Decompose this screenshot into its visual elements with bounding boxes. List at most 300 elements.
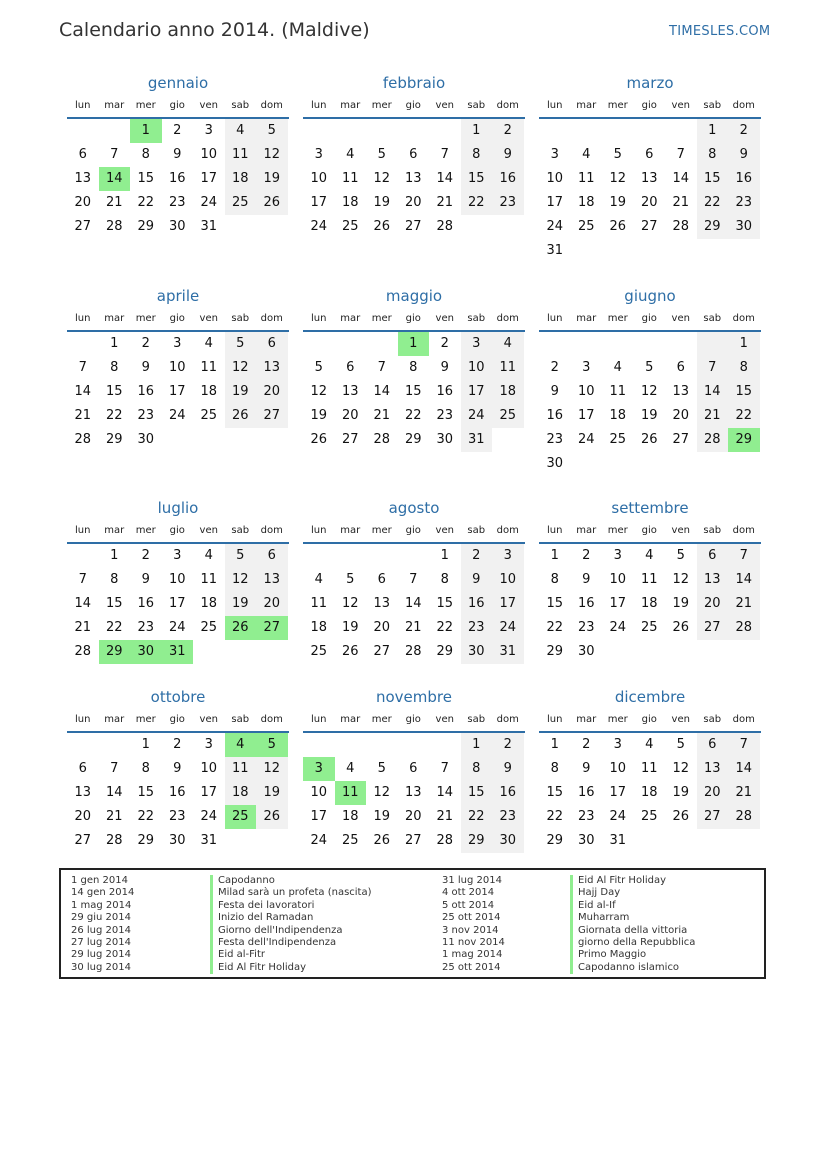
day-cell: 11 xyxy=(609,384,627,399)
weekday-label: sab xyxy=(231,714,250,725)
weekday-header xyxy=(303,97,525,115)
day-cell: 1 xyxy=(550,737,559,752)
day-cell: 2 xyxy=(582,548,591,563)
day-cell: 23 xyxy=(137,620,155,635)
day-cell: 8 xyxy=(440,572,449,587)
day-cell: 1 xyxy=(440,548,449,563)
day-cell: 16 xyxy=(577,785,595,800)
legend-holiday-name: Primo Maggio xyxy=(570,949,695,961)
day-cell: 12 xyxy=(225,356,257,380)
month-name: maggio xyxy=(385,287,443,305)
day-cell: 5 xyxy=(676,548,685,563)
day-cell: 23 xyxy=(168,195,186,210)
day-cell: 17 xyxy=(168,596,186,611)
legend-holiday-date: 3 nov 2014 xyxy=(442,924,499,936)
day-cell: 24 xyxy=(546,219,564,234)
day-cell: 4 xyxy=(645,737,654,752)
weekday-label: sab xyxy=(703,313,722,324)
weekday-label: mar xyxy=(576,313,597,324)
weekday-label: dom xyxy=(260,313,283,324)
day-cell: 7 xyxy=(440,147,449,162)
day-cell: 29 xyxy=(404,432,422,447)
day-cell: 28 xyxy=(105,219,123,234)
weekday-label: ven xyxy=(199,100,218,111)
day-cell: 14 xyxy=(74,384,92,399)
day-empty xyxy=(366,544,398,568)
day-cell: 21 xyxy=(728,781,760,805)
holiday-day-cell: 4 xyxy=(225,733,257,757)
day-cell: 14 xyxy=(436,785,454,800)
day-cell: 1 xyxy=(728,332,760,356)
day-cell: 19 xyxy=(225,380,257,404)
day-cell: 3 xyxy=(461,332,493,356)
day-cell: 21 xyxy=(74,620,92,635)
day-cell: 19 xyxy=(225,592,257,616)
day-cell: 7 xyxy=(409,572,418,587)
day-cell: 14 xyxy=(436,171,454,186)
weekday-label: gio xyxy=(641,714,657,725)
day-cell: 18 xyxy=(341,195,359,210)
day-cell: 3 xyxy=(550,147,559,162)
day-cell: 23 xyxy=(546,432,564,447)
weekday-label: ven xyxy=(199,714,218,725)
day-cell: 6 xyxy=(645,147,654,162)
holiday-day-cell: 26 xyxy=(225,616,257,640)
day-cell: 28 xyxy=(105,833,123,848)
day-empty xyxy=(665,119,697,143)
day-cell: 26 xyxy=(373,219,391,234)
day-cell: 11 xyxy=(225,757,257,781)
day-cell: 10 xyxy=(200,761,218,776)
day-cell: 20 xyxy=(404,809,422,824)
page-title: Calendario anno 2014. (Maldive) xyxy=(59,19,370,41)
day-empty xyxy=(602,332,634,356)
day-cell: 25 xyxy=(341,219,359,234)
day-cell: 18 xyxy=(492,380,524,404)
day-cell: 24 xyxy=(310,833,328,848)
day-cell: 24 xyxy=(492,616,524,640)
holiday-day-cell: 1 xyxy=(130,119,162,143)
day-cell: 4 xyxy=(346,147,355,162)
day-cell: 15 xyxy=(105,596,123,611)
day-cell: 17 xyxy=(168,384,186,399)
day-cell: 10 xyxy=(310,785,328,800)
day-cell: 22 xyxy=(105,620,123,635)
brand-link[interactable]: TIMESLES.COM xyxy=(669,24,771,39)
day-cell: 29 xyxy=(137,219,155,234)
day-cell: 9 xyxy=(582,761,591,776)
day-cell: 14 xyxy=(404,596,422,611)
day-cell: 27 xyxy=(74,219,92,234)
legend-holiday-name: Capodanno islamico xyxy=(570,962,695,974)
day-cell: 18 xyxy=(200,384,218,399)
weekday-label: mar xyxy=(104,313,125,324)
day-cell: 10 xyxy=(609,761,627,776)
day-cell: 13 xyxy=(341,384,359,399)
day-cell: 18 xyxy=(310,620,328,635)
weekday-label: ven xyxy=(435,313,454,324)
day-cell: 9 xyxy=(550,384,559,399)
day-cell: 14 xyxy=(74,596,92,611)
day-cell: 30 xyxy=(168,219,186,234)
day-cell: 5 xyxy=(225,332,257,356)
day-cell: 20 xyxy=(373,620,391,635)
day-cell: 4 xyxy=(225,119,257,143)
day-cell: 14 xyxy=(672,171,690,186)
day-cell: 17 xyxy=(546,195,564,210)
day-cell: 23 xyxy=(492,805,524,829)
day-cell: 7 xyxy=(728,733,760,757)
day-cell: 15 xyxy=(461,781,493,805)
day-cell: 16 xyxy=(461,592,493,616)
day-cell: 24 xyxy=(310,219,328,234)
day-cell: 30 xyxy=(436,432,454,447)
weekday-label: ven xyxy=(671,714,690,725)
day-empty xyxy=(99,119,131,143)
day-cell: 9 xyxy=(728,143,760,167)
day-cell: 27 xyxy=(373,644,391,659)
day-empty xyxy=(665,332,697,356)
weekday-label: gio xyxy=(169,100,185,111)
day-cell: 2 xyxy=(461,544,493,568)
weekday-label: dom xyxy=(496,714,519,725)
day-cell: 1 xyxy=(461,119,493,143)
day-cell: 8 xyxy=(697,143,729,167)
weekday-label: mer xyxy=(135,100,156,111)
legend-holiday-date: 1 gen 2014 xyxy=(71,875,129,886)
day-cell: 27 xyxy=(697,805,729,829)
day-cell: 8 xyxy=(550,761,559,776)
day-cell: 19 xyxy=(373,195,391,210)
day-cell: 26 xyxy=(373,833,391,848)
legend-holiday-name: Festa dell'Indipendenza xyxy=(210,937,372,949)
day-cell: 29 xyxy=(105,432,123,447)
day-cell: 12 xyxy=(341,596,359,611)
legend-holiday-name: giorno della Repubblica xyxy=(570,937,695,949)
day-cell: 24 xyxy=(609,809,627,824)
day-cell: 20 xyxy=(640,195,658,210)
legend-holiday-date: 25 ott 2014 xyxy=(442,961,501,973)
day-cell: 30 xyxy=(492,829,524,853)
day-cell: 27 xyxy=(672,432,690,447)
day-cell: 4 xyxy=(204,336,213,351)
day-cell: 16 xyxy=(728,167,760,191)
weekday-label: sab xyxy=(231,313,250,324)
day-cell: 29 xyxy=(137,833,155,848)
weekday-label: mar xyxy=(340,313,361,324)
day-cell: 27 xyxy=(341,432,359,447)
weekday-label: lun xyxy=(311,313,327,324)
day-cell: 23 xyxy=(168,809,186,824)
holiday-day-cell: 29 xyxy=(99,640,131,664)
weekday-label: sab xyxy=(703,100,722,111)
day-cell: 15 xyxy=(461,167,493,191)
day-cell: 31 xyxy=(492,640,524,664)
day-cell: 22 xyxy=(461,805,493,829)
day-cell: 16 xyxy=(137,384,155,399)
day-cell: 23 xyxy=(436,408,454,423)
legend-holiday-date: 26 lug 2014 xyxy=(71,924,131,936)
day-empty xyxy=(335,544,367,568)
day-cell: 23 xyxy=(137,408,155,423)
day-cell: 17 xyxy=(492,592,524,616)
day-cell: 8 xyxy=(728,356,760,380)
day-empty xyxy=(303,119,335,143)
day-cell: 21 xyxy=(74,408,92,423)
day-cell: 3 xyxy=(204,123,213,138)
legend-holiday-date: 4 ott 2014 xyxy=(442,887,495,899)
day-empty xyxy=(429,119,461,143)
holiday-day-cell: 27 xyxy=(256,616,288,640)
day-grid xyxy=(539,332,761,476)
weekday-label: sab xyxy=(231,100,250,111)
day-empty xyxy=(303,544,335,568)
weekday-header xyxy=(539,310,761,328)
day-cell: 21 xyxy=(373,408,391,423)
day-cell: 17 xyxy=(310,809,328,824)
day-grid xyxy=(67,733,289,853)
day-cell: 11 xyxy=(200,360,218,375)
day-empty xyxy=(429,733,461,757)
day-cell: 11 xyxy=(200,572,218,587)
day-empty xyxy=(539,332,571,356)
weekday-label: lun xyxy=(311,525,327,536)
weekday-label: sab xyxy=(703,714,722,725)
day-empty xyxy=(335,332,367,356)
day-cell: 7 xyxy=(697,356,729,380)
day-cell: 19 xyxy=(341,620,359,635)
day-cell: 26 xyxy=(609,219,627,234)
month-name: novembre xyxy=(376,688,452,706)
day-cell: 10 xyxy=(609,572,627,587)
legend-holiday-date: 29 lug 2014 xyxy=(71,949,131,961)
day-cell: 16 xyxy=(546,408,564,423)
day-cell: 15 xyxy=(546,785,564,800)
day-cell: 7 xyxy=(676,147,685,162)
day-cell: 24 xyxy=(461,404,493,428)
day-cell: 29 xyxy=(546,644,564,659)
day-cell: 18 xyxy=(577,195,595,210)
legend-holiday-date: 14 gen 2014 xyxy=(71,887,135,899)
legend-holiday-date: 31 lug 2014 xyxy=(442,875,502,886)
day-cell: 6 xyxy=(676,360,685,375)
day-cell: 2 xyxy=(582,737,591,752)
day-cell: 8 xyxy=(141,147,150,162)
weekday-label: sab xyxy=(467,714,486,725)
day-cell: 29 xyxy=(436,644,454,659)
weekday-header xyxy=(67,97,289,115)
day-cell: 15 xyxy=(137,171,155,186)
day-cell: 13 xyxy=(404,785,422,800)
day-cell: 23 xyxy=(728,191,760,215)
day-empty xyxy=(335,733,367,757)
day-cell: 28 xyxy=(728,805,760,829)
day-cell: 22 xyxy=(461,191,493,215)
day-cell: 9 xyxy=(440,360,449,375)
weekday-label: lun xyxy=(547,525,563,536)
day-cell: 28 xyxy=(728,616,760,640)
weekday-label: gio xyxy=(405,100,421,111)
day-cell: 13 xyxy=(74,171,92,186)
weekday-header xyxy=(303,711,525,729)
day-cell: 2 xyxy=(492,733,524,757)
day-cell: 7 xyxy=(110,761,119,776)
day-cell: 23 xyxy=(461,616,493,640)
day-cell: 17 xyxy=(200,785,218,800)
day-cell: 17 xyxy=(310,195,328,210)
day-cell: 20 xyxy=(74,195,92,210)
day-cell: 10 xyxy=(461,356,493,380)
day-cell: 20 xyxy=(672,408,690,423)
day-cell: 18 xyxy=(225,167,257,191)
holiday-day-cell: 3 xyxy=(303,757,335,781)
month-maggio xyxy=(303,282,525,452)
day-cell: 7 xyxy=(78,360,87,375)
day-cell: 19 xyxy=(256,167,288,191)
legend-holiday-name: Capodanno xyxy=(210,875,372,887)
day-cell: 21 xyxy=(404,620,422,635)
day-cell: 1 xyxy=(461,733,493,757)
legend-dates-left xyxy=(71,875,134,974)
day-cell: 28 xyxy=(436,833,454,848)
day-empty xyxy=(99,733,131,757)
weekday-label: mer xyxy=(135,313,156,324)
month-dicembre xyxy=(539,683,761,853)
legend-dates-right xyxy=(442,875,505,974)
day-cell: 16 xyxy=(168,171,186,186)
day-cell: 11 xyxy=(310,596,328,611)
day-cell: 8 xyxy=(409,360,418,375)
day-cell: 22 xyxy=(137,809,155,824)
legend-holiday-date: 1 mag 2014 xyxy=(71,899,132,911)
day-cell: 13 xyxy=(256,568,288,592)
day-cell: 5 xyxy=(256,119,288,143)
day-cell: 9 xyxy=(461,568,493,592)
day-cell: 17 xyxy=(609,785,627,800)
month-name: marzo xyxy=(626,74,674,92)
legend-holiday-name: Eid Al Fitr Holiday xyxy=(210,962,372,974)
weekday-label: ven xyxy=(671,313,690,324)
day-cell: 28 xyxy=(697,428,729,452)
day-cell: 5 xyxy=(613,147,622,162)
weekday-label: lun xyxy=(75,714,91,725)
day-cell: 15 xyxy=(137,785,155,800)
day-cell: 2 xyxy=(173,737,182,752)
day-cell: 12 xyxy=(225,568,257,592)
weekday-header xyxy=(539,711,761,729)
legend-holiday-name: Eid al-Fitr xyxy=(210,949,372,961)
weekday-label: mar xyxy=(340,100,361,111)
holiday-day-cell: 5 xyxy=(256,733,288,757)
legend-holiday-name: Eid al-If xyxy=(570,900,695,912)
month-name: luglio xyxy=(157,499,199,517)
day-cell: 24 xyxy=(609,620,627,635)
weekday-label: mer xyxy=(371,313,392,324)
day-cell: 20 xyxy=(256,592,288,616)
day-cell: 12 xyxy=(609,171,627,186)
day-cell: 29 xyxy=(546,833,564,848)
day-cell: 1 xyxy=(110,548,119,563)
month-novembre xyxy=(303,683,525,853)
day-cell: 3 xyxy=(314,147,323,162)
day-empty xyxy=(398,544,430,568)
day-cell: 18 xyxy=(341,809,359,824)
day-cell: 3 xyxy=(492,544,524,568)
legend-holiday-date: 1 mag 2014 xyxy=(442,949,503,961)
day-grid xyxy=(67,332,289,452)
weekday-label: mer xyxy=(371,525,392,536)
day-cell: 31 xyxy=(200,219,218,234)
day-cell: 3 xyxy=(613,548,622,563)
weekday-header xyxy=(303,310,525,328)
day-cell: 6 xyxy=(409,761,418,776)
day-cell: 3 xyxy=(173,336,182,351)
weekday-label: dom xyxy=(496,100,519,111)
weekday-label: dom xyxy=(732,525,755,536)
day-cell: 28 xyxy=(74,432,92,447)
day-empty xyxy=(602,119,634,143)
day-cell: 15 xyxy=(697,167,729,191)
month-name: dicembre xyxy=(614,688,686,706)
day-cell: 2 xyxy=(492,119,524,143)
day-cell: 13 xyxy=(373,596,391,611)
day-cell: 6 xyxy=(78,147,87,162)
month-luglio xyxy=(67,494,289,664)
day-empty xyxy=(571,332,603,356)
weekday-label: ven xyxy=(199,525,218,536)
weekday-label: dom xyxy=(496,525,519,536)
day-cell: 30 xyxy=(728,215,760,239)
legend-holiday-name: Hajj Day xyxy=(570,887,695,899)
day-cell: 14 xyxy=(728,757,760,781)
day-cell: 25 xyxy=(341,833,359,848)
day-empty xyxy=(398,119,430,143)
weekday-label: mar xyxy=(104,100,125,111)
day-cell: 4 xyxy=(492,332,524,356)
weekday-label: mer xyxy=(371,714,392,725)
day-cell: 13 xyxy=(404,171,422,186)
day-cell: 21 xyxy=(436,809,454,824)
day-cell: 13 xyxy=(697,757,729,781)
day-cell: 27 xyxy=(640,219,658,234)
day-cell: 8 xyxy=(110,360,119,375)
day-cell: 23 xyxy=(492,191,524,215)
day-cell: 30 xyxy=(577,644,595,659)
day-cell: 22 xyxy=(105,408,123,423)
weekday-label: lun xyxy=(547,313,563,324)
weekday-label: lun xyxy=(75,313,91,324)
day-cell: 5 xyxy=(225,544,257,568)
day-cell: 10 xyxy=(492,568,524,592)
weekday-label: gio xyxy=(405,714,421,725)
day-cell: 25 xyxy=(200,408,218,423)
day-cell: 20 xyxy=(74,809,92,824)
day-empty xyxy=(366,332,398,356)
day-cell: 12 xyxy=(672,572,690,587)
day-cell: 6 xyxy=(346,360,355,375)
month-name: febbraio xyxy=(382,74,446,92)
weekday-label: sab xyxy=(467,100,486,111)
legend-names-left xyxy=(210,875,372,974)
day-empty xyxy=(303,332,335,356)
day-cell: 28 xyxy=(74,644,92,659)
day-cell: 30 xyxy=(461,640,493,664)
day-cell: 18 xyxy=(609,408,627,423)
weekday-label: gio xyxy=(405,313,421,324)
day-cell: 6 xyxy=(697,733,729,757)
month-name: settembre xyxy=(611,499,689,517)
month-settembre xyxy=(539,494,761,664)
